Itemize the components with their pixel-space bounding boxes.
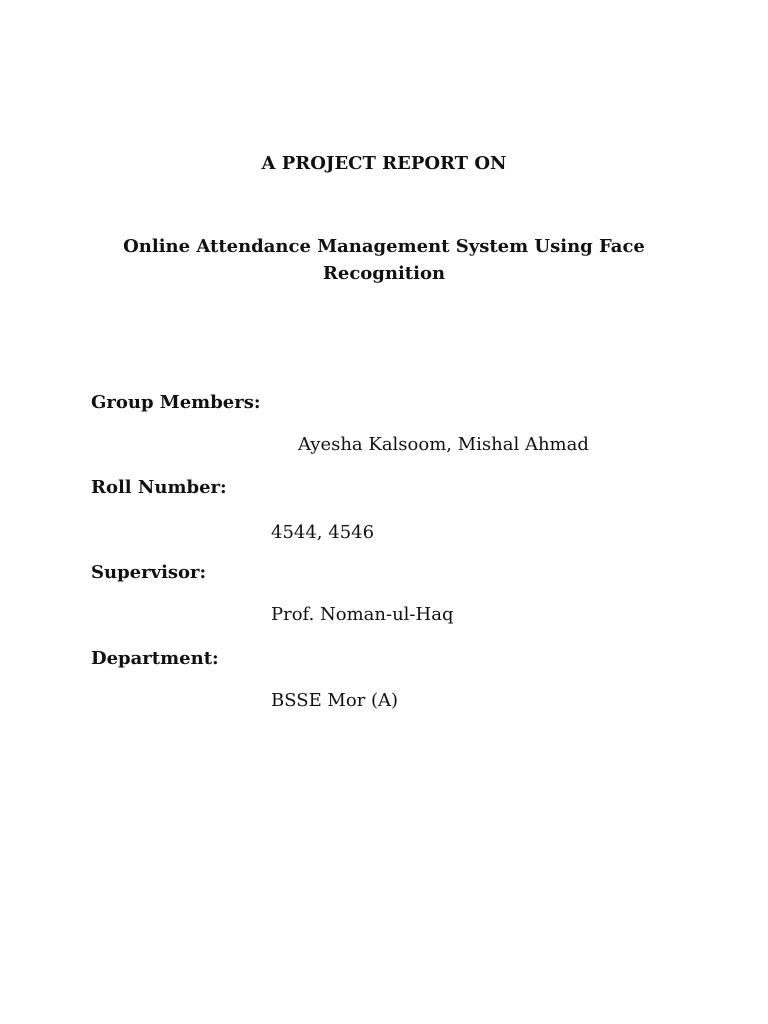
group-members-value: Ayesha Kalsoom, Mishal Ahmad <box>298 434 589 455</box>
group-members-label: Group Members: <box>91 392 261 413</box>
roll-number-value: 4544, 4546 <box>271 522 375 543</box>
supervisor-value: Prof. Noman-ul-Haq <box>271 604 454 625</box>
supervisor-label: Supervisor: <box>91 562 207 583</box>
report-heading: A PROJECT REPORT ON <box>261 153 507 174</box>
department-label: Department: <box>91 648 219 669</box>
project-title: Online Attendance Management System Using Face Recognition <box>123 236 645 284</box>
roll-number-label: Roll Number: <box>91 477 227 498</box>
department-value: BSSE Mor (A) <box>271 690 399 711</box>
